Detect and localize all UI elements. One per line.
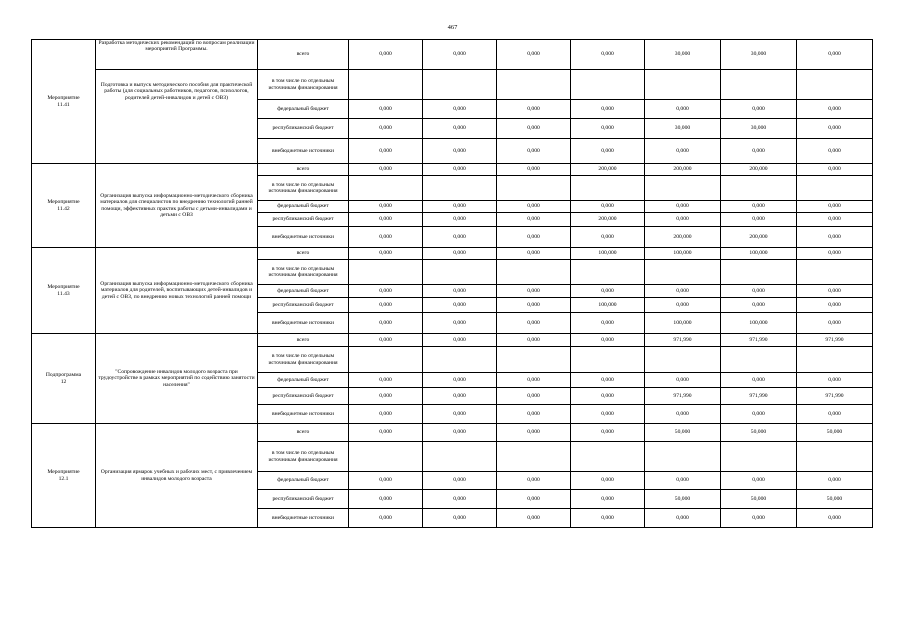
funding-source-cell: в том числе по отдельным источникам финансирования xyxy=(258,442,349,472)
amount-cell: 0,000 xyxy=(497,119,571,139)
amount-cell: 0,000 xyxy=(349,40,423,70)
amount-cell: 0,000 xyxy=(797,298,873,313)
amount-cell: 0,000 xyxy=(497,490,571,509)
amount-cell: 0,000 xyxy=(423,248,497,260)
amount-cell: 0,000 xyxy=(571,373,645,388)
amount-cell: 971,990 xyxy=(721,388,797,405)
funding-source-cell: всего xyxy=(258,40,349,70)
funding-source-cell: федеральный бюджет xyxy=(258,100,349,119)
amount-cell xyxy=(349,347,423,373)
amount-cell: 0,000 xyxy=(645,201,721,213)
amount-cell: 0,000 xyxy=(423,285,497,298)
amount-cell xyxy=(645,347,721,373)
amount-cell xyxy=(571,442,645,472)
amount-cell: 0,000 xyxy=(349,388,423,405)
amount-cell: 0,000 xyxy=(349,405,423,424)
amount-cell: 0,000 xyxy=(797,100,873,119)
measure-code-cell: Мероприятие 11.41 xyxy=(32,40,96,164)
amount-cell: 0,000 xyxy=(423,509,497,528)
amount-cell: 200,000 xyxy=(571,164,645,176)
amount-cell xyxy=(721,347,797,373)
amount-cell: 0,000 xyxy=(423,472,497,490)
amount-cell: 0,000 xyxy=(423,100,497,119)
amount-cell: 0,000 xyxy=(497,213,571,227)
amount-cell: 50,000 xyxy=(645,490,721,509)
measure-code-cell: Подпрограмма 12 xyxy=(32,334,96,424)
amount-cell: 200,000 xyxy=(721,227,797,248)
amount-cell xyxy=(645,260,721,285)
amount-cell: 0,000 xyxy=(721,201,797,213)
amount-cell: 0,000 xyxy=(349,490,423,509)
amount-cell: 200,000 xyxy=(645,164,721,176)
amount-cell: 0,000 xyxy=(645,100,721,119)
amount-cell: 100,000 xyxy=(721,313,797,334)
table-row xyxy=(32,40,873,70)
amount-cell: 971,990 xyxy=(721,334,797,347)
funding-source-cell: всего xyxy=(258,424,349,442)
amount-cell: 0,000 xyxy=(645,405,721,424)
funding-source-cell: внебюджетные источники xyxy=(258,227,349,248)
funding-source-cell: федеральный бюджет xyxy=(258,472,349,490)
amount-cell: 0,000 xyxy=(349,100,423,119)
measure-code-cell: Мероприятие 12.1 xyxy=(32,424,96,528)
amount-cell: 50,000 xyxy=(645,424,721,442)
amount-cell: 0,000 xyxy=(423,424,497,442)
amount-cell: 0,000 xyxy=(497,298,571,313)
amount-cell: 0,000 xyxy=(423,388,497,405)
amount-cell: 0,000 xyxy=(797,313,873,334)
amount-cell xyxy=(349,176,423,201)
amount-cell xyxy=(497,70,571,100)
amount-cell: 0,000 xyxy=(423,298,497,313)
amount-cell: 0,000 xyxy=(349,248,423,260)
amount-cell: 0,000 xyxy=(349,334,423,347)
amount-cell: 100,000 xyxy=(721,248,797,260)
amount-cell xyxy=(797,70,873,100)
amount-cell: 971,990 xyxy=(797,334,873,347)
amount-cell: 0,000 xyxy=(797,119,873,139)
funding-source-cell: федеральный бюджет xyxy=(258,285,349,298)
measure-name-cell: Организация выпуска информационно-методического сборника материалов для родителей, воспитывающих детей-инвалидов и детей с ОВЗ, по внедрению новых технологий ранней помощи xyxy=(96,248,258,334)
amount-cell: 0,000 xyxy=(797,248,873,260)
amount-cell: 0,000 xyxy=(721,298,797,313)
amount-cell: 0,000 xyxy=(797,139,873,164)
amount-cell: 0,000 xyxy=(349,298,423,313)
funding-source-cell: в том числе по отдельным источникам финансирования xyxy=(258,347,349,373)
amount-cell: 0,000 xyxy=(497,139,571,164)
amount-cell: 0,000 xyxy=(571,40,645,70)
amount-cell: 0,000 xyxy=(497,424,571,442)
amount-cell: 0,000 xyxy=(497,373,571,388)
amount-cell: 0,000 xyxy=(423,119,497,139)
amount-cell: 0,000 xyxy=(349,227,423,248)
measure-name-cell: Подготовка и выпуск методического пособия для практической работы (для социальных работников, педагогов, психологов, родителей детей-инвалидов и детей с ОВЗ) xyxy=(96,70,258,164)
amount-cell: 0,000 xyxy=(721,139,797,164)
amount-cell: 0,000 xyxy=(423,373,497,388)
amount-cell: 200,000 xyxy=(645,227,721,248)
amount-cell: 0,000 xyxy=(349,285,423,298)
amount-cell: 0,000 xyxy=(423,313,497,334)
amount-cell: 200,000 xyxy=(721,164,797,176)
amount-cell: 0,000 xyxy=(497,40,571,70)
amount-cell: 200,000 xyxy=(571,213,645,227)
amount-cell: 50,000 xyxy=(721,424,797,442)
amount-cell: 0,000 xyxy=(423,405,497,424)
amount-cell xyxy=(423,442,497,472)
amount-cell: 0,000 xyxy=(423,490,497,509)
amount-cell xyxy=(571,260,645,285)
amount-cell xyxy=(721,442,797,472)
funding-source-cell: республиканский бюджет xyxy=(258,298,349,313)
measure-code-cell: Мероприятие 11.43 xyxy=(32,248,96,334)
amount-cell: 0,000 xyxy=(571,388,645,405)
amount-cell xyxy=(423,176,497,201)
amount-cell: 30,000 xyxy=(721,119,797,139)
amount-cell: 0,000 xyxy=(497,227,571,248)
amount-cell: 0,000 xyxy=(571,405,645,424)
amount-cell: 0,000 xyxy=(497,388,571,405)
amount-cell: 0,000 xyxy=(571,285,645,298)
amount-cell xyxy=(571,347,645,373)
amount-cell: 0,000 xyxy=(349,164,423,176)
amount-cell: 0,000 xyxy=(423,139,497,164)
amount-cell: 0,000 xyxy=(497,248,571,260)
amount-cell: 0,000 xyxy=(797,40,873,70)
amount-cell xyxy=(645,442,721,472)
table-row xyxy=(32,424,873,442)
amount-cell xyxy=(645,70,721,100)
funding-source-cell: в том числе по отдельным источникам финансирования xyxy=(258,70,349,100)
amount-cell: 0,000 xyxy=(645,373,721,388)
amount-cell: 0,000 xyxy=(721,509,797,528)
amount-cell: 50,000 xyxy=(721,490,797,509)
amount-cell xyxy=(797,176,873,201)
amount-cell: 30,000 xyxy=(645,119,721,139)
amount-cell: 0,000 xyxy=(497,334,571,347)
amount-cell: 0,000 xyxy=(571,119,645,139)
amount-cell xyxy=(423,347,497,373)
amount-cell: 50,000 xyxy=(797,490,873,509)
amount-cell: 971,990 xyxy=(645,334,721,347)
amount-cell: 0,000 xyxy=(721,373,797,388)
amount-cell: 0,000 xyxy=(497,100,571,119)
amount-cell: 0,000 xyxy=(721,405,797,424)
amount-cell: 0,000 xyxy=(797,472,873,490)
funding-source-cell: всего xyxy=(258,334,349,347)
funding-source-cell: в том числе по отдельным источникам финансирования xyxy=(258,260,349,285)
amount-cell: 0,000 xyxy=(571,313,645,334)
page-number: 467 xyxy=(447,24,458,31)
funding-source-cell: республиканский бюджет xyxy=(258,213,349,227)
amount-cell: 0,000 xyxy=(423,40,497,70)
funding-source-cell: республиканский бюджет xyxy=(258,119,349,139)
amount-cell: 50,000 xyxy=(797,424,873,442)
amount-cell: 0,000 xyxy=(721,472,797,490)
amount-cell: 0,000 xyxy=(349,139,423,164)
amount-cell: 0,000 xyxy=(349,373,423,388)
amount-cell xyxy=(721,176,797,201)
amount-cell: 0,000 xyxy=(423,164,497,176)
measure-name-cell: Организация выпуска информационно-методического сборника материалов для специалистов по внедрению технологий ранней помощи, эффективных практик работы с детьми-инвалидами и детьми с ОВЗ xyxy=(96,164,258,248)
amount-cell: 0,000 xyxy=(423,227,497,248)
amount-cell: 0,000 xyxy=(571,100,645,119)
amount-cell: 0,000 xyxy=(349,509,423,528)
measure-name-cell: "Сопровождение инвалидов молодого возраста при трудоустройстве в рамках мероприятий по содействию занятости населения" xyxy=(96,334,258,424)
amount-cell: 0,000 xyxy=(423,201,497,213)
measure-code-cell: Мероприятие 11.42 xyxy=(32,164,96,248)
amount-cell xyxy=(497,442,571,472)
amount-cell: 100,000 xyxy=(645,313,721,334)
funding-source-cell: федеральный бюджет xyxy=(258,201,349,213)
amount-cell: 0,000 xyxy=(571,424,645,442)
amount-cell: 0,000 xyxy=(349,213,423,227)
amount-cell xyxy=(349,260,423,285)
amount-cell xyxy=(497,176,571,201)
amount-cell: 0,000 xyxy=(349,472,423,490)
amount-cell: 0,000 xyxy=(645,213,721,227)
amount-cell: 30,000 xyxy=(645,40,721,70)
amount-cell: 0,000 xyxy=(571,509,645,528)
amount-cell: 971,990 xyxy=(797,388,873,405)
amount-cell: 0,000 xyxy=(571,227,645,248)
amount-cell: 0,000 xyxy=(571,472,645,490)
table-row xyxy=(32,248,873,260)
amount-cell xyxy=(797,260,873,285)
amount-cell xyxy=(497,260,571,285)
amount-cell: 0,000 xyxy=(797,405,873,424)
funding-source-cell: республиканский бюджет xyxy=(258,490,349,509)
amount-cell: 0,000 xyxy=(497,201,571,213)
budget-table xyxy=(31,39,873,528)
amount-cell xyxy=(797,442,873,472)
amount-cell xyxy=(423,70,497,100)
amount-cell: 0,000 xyxy=(497,405,571,424)
amount-cell xyxy=(571,176,645,201)
amount-cell: 0,000 xyxy=(349,201,423,213)
amount-cell: 0,000 xyxy=(797,285,873,298)
amount-cell: 0,000 xyxy=(571,490,645,509)
amount-cell xyxy=(571,70,645,100)
amount-cell: 0,000 xyxy=(645,285,721,298)
amount-cell: 0,000 xyxy=(571,334,645,347)
amount-cell: 0,000 xyxy=(497,285,571,298)
amount-cell xyxy=(721,70,797,100)
amount-cell xyxy=(423,260,497,285)
amount-cell: 100,000 xyxy=(645,248,721,260)
amount-cell: 0,000 xyxy=(497,509,571,528)
amount-cell: 0,000 xyxy=(797,373,873,388)
table-row xyxy=(32,164,873,176)
amount-cell xyxy=(349,442,423,472)
amount-cell: 0,000 xyxy=(797,227,873,248)
amount-cell: 0,000 xyxy=(423,213,497,227)
amount-cell: 0,000 xyxy=(497,472,571,490)
amount-cell: 0,000 xyxy=(497,164,571,176)
amount-cell: 0,000 xyxy=(797,201,873,213)
amount-cell: 0,000 xyxy=(571,201,645,213)
amount-cell: 0,000 xyxy=(349,424,423,442)
amount-cell xyxy=(349,70,423,100)
amount-cell: 0,000 xyxy=(797,164,873,176)
amount-cell: 0,000 xyxy=(721,213,797,227)
funding-source-cell: внебюджетные источники xyxy=(258,139,349,164)
amount-cell xyxy=(645,176,721,201)
funding-source-cell: в том числе по отдельным источникам финансирования xyxy=(258,176,349,201)
amount-cell: 100,000 xyxy=(571,248,645,260)
amount-cell: 0,000 xyxy=(645,472,721,490)
amount-cell xyxy=(721,260,797,285)
table-row xyxy=(32,70,873,100)
amount-cell: 0,000 xyxy=(497,313,571,334)
measure-name-cell: Разработка методических рекомендаций по вопросам реализации мероприятий Программы. xyxy=(96,40,258,70)
amount-cell: 0,000 xyxy=(349,313,423,334)
amount-cell: 0,000 xyxy=(571,139,645,164)
amount-cell: 30,000 xyxy=(721,40,797,70)
funding-source-cell: республиканский бюджет xyxy=(258,388,349,405)
funding-source-cell: внебюджетные источники xyxy=(258,509,349,528)
amount-cell: 0,000 xyxy=(721,100,797,119)
table-row xyxy=(32,334,873,347)
amount-cell: 0,000 xyxy=(645,139,721,164)
amount-cell: 100,000 xyxy=(571,298,645,313)
amount-cell: 0,000 xyxy=(645,298,721,313)
funding-source-cell: внебюджетные источники xyxy=(258,313,349,334)
funding-source-cell: внебюджетные источники xyxy=(258,405,349,424)
amount-cell: 0,000 xyxy=(721,285,797,298)
amount-cell: 971,990 xyxy=(645,388,721,405)
amount-cell: 0,000 xyxy=(797,509,873,528)
funding-source-cell: всего xyxy=(258,164,349,176)
funding-source-cell: федеральный бюджет xyxy=(258,373,349,388)
amount-cell xyxy=(497,347,571,373)
amount-cell xyxy=(797,347,873,373)
amount-cell: 0,000 xyxy=(423,334,497,347)
amount-cell: 0,000 xyxy=(797,213,873,227)
amount-cell: 0,000 xyxy=(645,509,721,528)
amount-cell: 0,000 xyxy=(349,119,423,139)
measure-name-cell: Организация ярмарок учебных и рабочих мест, с привлечением инвалидов молодого возраста xyxy=(96,424,258,528)
budget-table-body xyxy=(32,40,873,528)
funding-source-cell: всего xyxy=(258,248,349,260)
